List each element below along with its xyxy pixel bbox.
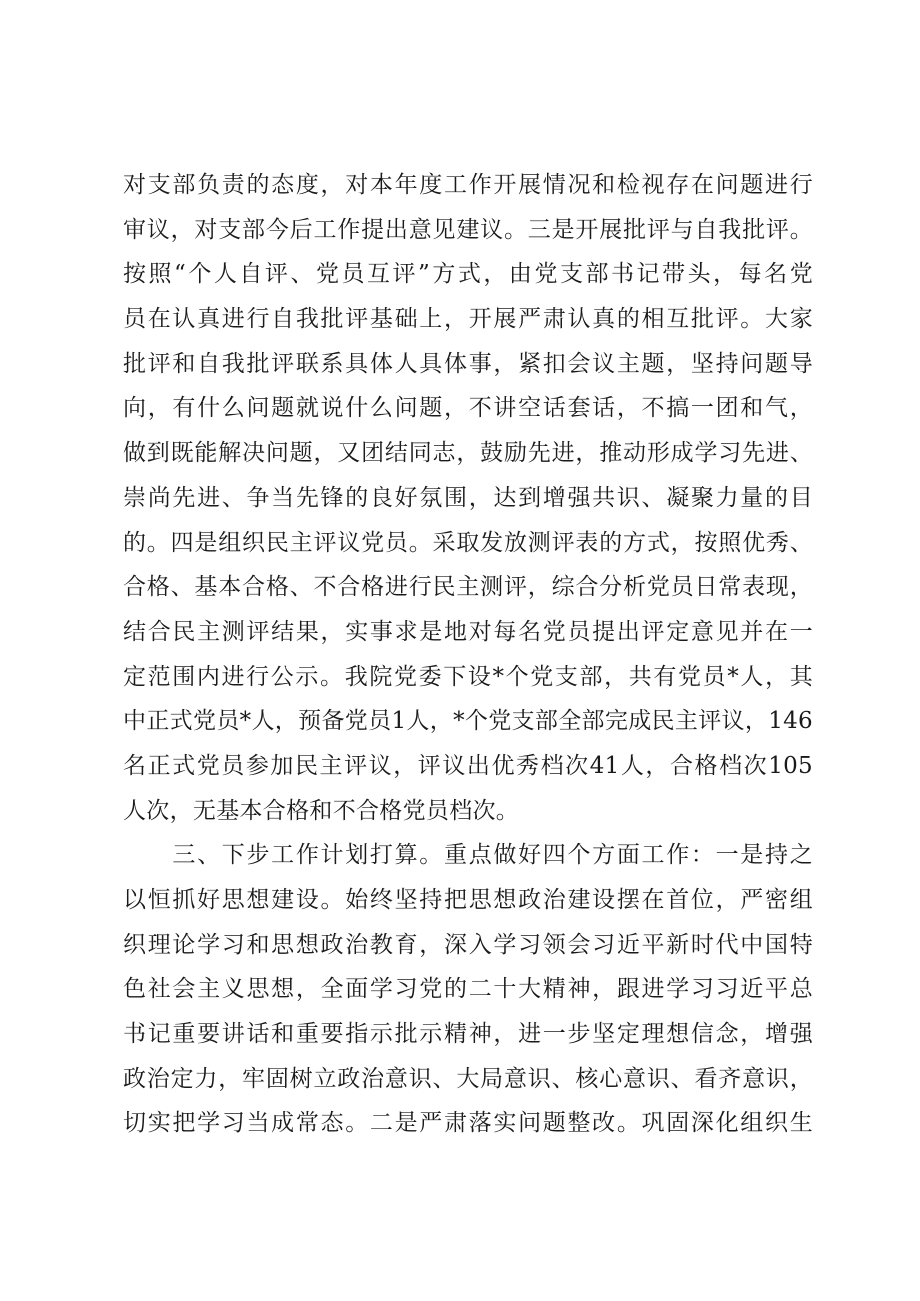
- text-line: 的。四是组织民主评议党员。采取发放测评表的方式，按照优秀、: [123, 529, 813, 556]
- text-line: 定范围内进行公示。我院党委下设*个党支部，共有党员*人，其: [123, 663, 813, 690]
- section-heading-line: 三、下步工作计划打算。重点做好四个方面工作：一是持之: [123, 842, 813, 869]
- text-line: 向，有什么问题就说什么问题，不讲空话套话，不搞一团和气，: [123, 395, 813, 422]
- text-line: 色社会主义思想，全面学习党的二十大精神，跟进学习习近平总: [123, 976, 813, 1003]
- text-line: 员在认真进行自我批评基础上，开展严肃认真的相互批评。大家: [123, 306, 813, 333]
- text-line: 结合民主测评结果，实事求是地对每名党员提出评定意见并在一: [123, 618, 813, 645]
- text-line: 以恒抓好思想建设。始终坚持把思想政治建设摆在首位，严密组: [123, 887, 813, 913]
- text-line: 审议，对支部今后工作提出意见建议。三是开展批评与自我批评。: [123, 216, 813, 243]
- text-line: 批评和自我批评联系具体人具体事，紧扣会议主题，坚持问题导: [123, 350, 813, 377]
- text-line: 名正式党员参加民主评议，评议出优秀档次41人，合格档次105: [123, 752, 813, 779]
- text-line: 织理论学习和思想政治教育，深入学习领会习近平新时代中国特: [123, 931, 813, 958]
- text-line: 政治定力，牢固树立政治意识、大局意识、核心意识、看齐意识，: [123, 1065, 813, 1092]
- text-line: 切实把学习当成常态。二是严肃落实问题整改。巩固深化组织生: [123, 1110, 813, 1137]
- text-line: 崇尚先进、争当先锋的良好氛围，达到增强共识、凝聚力量的目: [123, 484, 813, 511]
- body-text: [123, 163, 813, 1146]
- text-line: 做到既能解决问题，又团结同志，鼓励先进，推动形成学习先进、: [123, 440, 813, 467]
- text-line: 对支部负责的态度，对本年度工作开展情况和检视存在问题进行: [123, 172, 813, 198]
- text-line: 人次，无基本合格和不合格党员档次。: [123, 797, 520, 824]
- text-line: 合格、基本合格、不合格进行民主测评，综合分析党员日常表现，: [123, 574, 813, 601]
- text-line: 中正式党员*人，预备党员1人，*个党支部全部完成民主评议，146: [123, 708, 813, 735]
- text-line: 书记重要讲话和重要指示批示精神，进一步坚定理想信念，增强: [123, 1021, 813, 1048]
- text-line: 按照“个人自评、党员互评”方式，由党支部书记带头，每名党: [123, 261, 813, 288]
